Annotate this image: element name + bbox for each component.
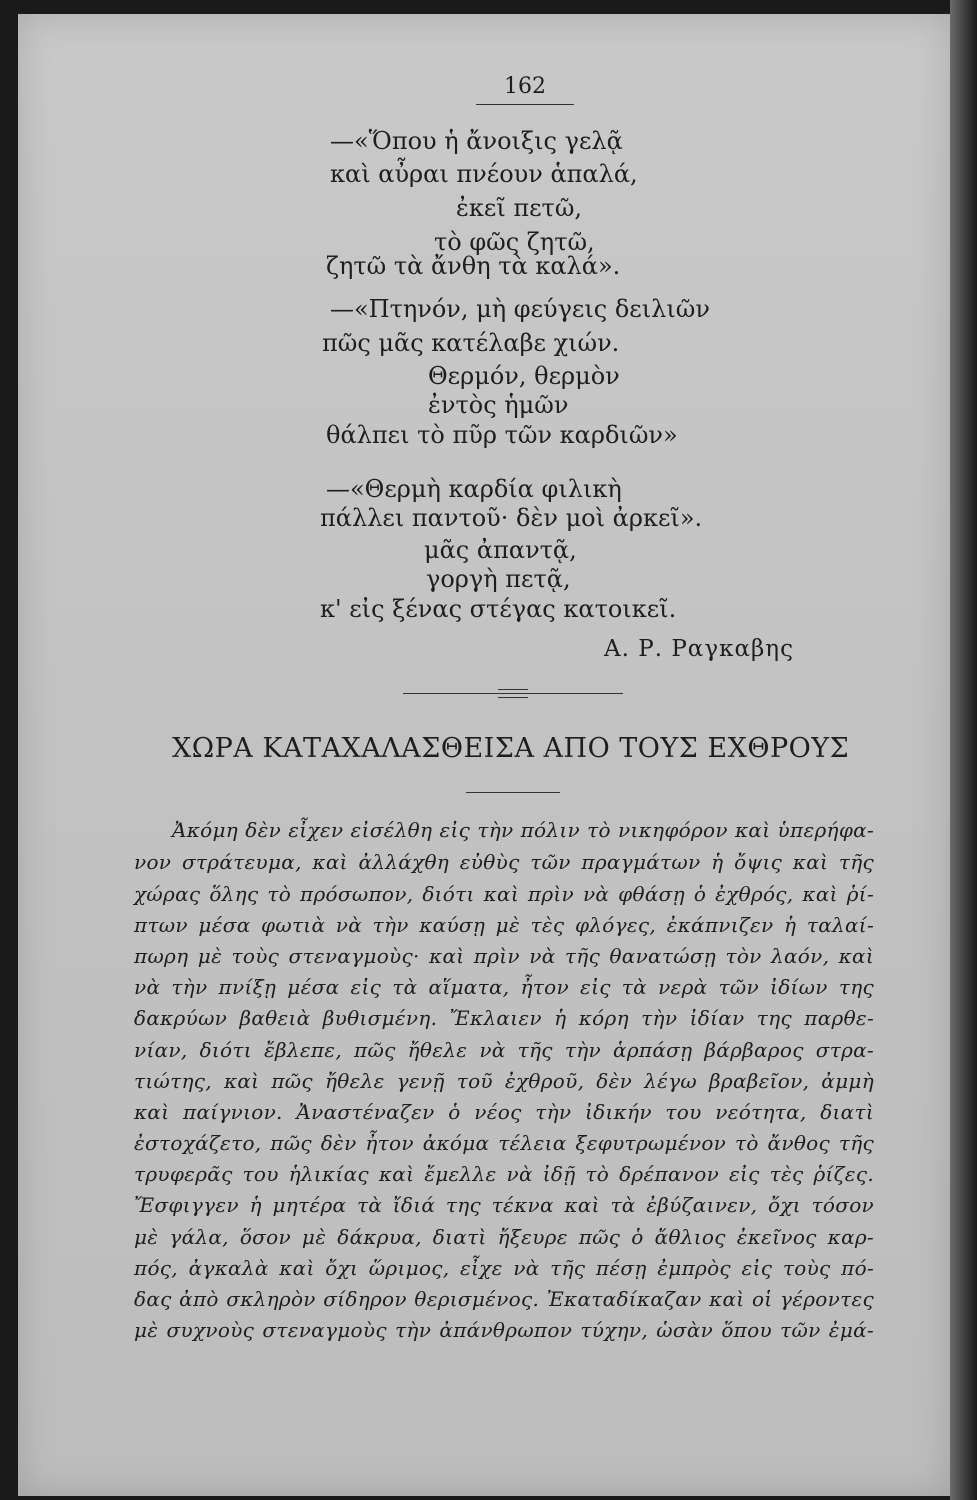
article-line: δας ἀπὸ σκληρὸν σίδηρον θερισμένος. Ἐκαταδίκαζαν καὶ οἱ γέροντες (134, 1287, 874, 1311)
poem-line: θάλπει τὸ πῦρ τῶν καρδιῶν» (326, 421, 678, 449)
article-line: χώρας ὅλης τὸ πρόσωπον, διότι καὶ πρὶν νὰ φθάσῃ ὁ ἐχθρός, καὶ ῥί- (134, 882, 874, 906)
article-line: νίαν, διότι ἔβλεπε, πῶς ἤθελε νὰ τῆς τὴν ἁρπάσῃ βάρβαρος στρα- (134, 1038, 874, 1062)
poem-line: ἐκεῖ πετῶ, (456, 194, 583, 222)
article-line: πός, ἀγκαλὰ καὶ ὄχι ὥριμος, εἶχε νὰ τῆς πέσῃ ἐμπρὸς εἰς τοὺς πό- (134, 1256, 874, 1280)
article-line: πτων μέσα φωτιὰ νὰ τὴν καύσῃ μὲ τὲς φλόγες, ἐκάπνιζεν ἡ ταλαί- (134, 913, 874, 937)
article-title: ΧΩΡΑ ΚΑΤΑΧΑΛΑΣΘΕΙΣΑ ΑΠΟ ΤΟΥΣ ΕΧΘΡΟΥΣ (172, 733, 850, 764)
poem-line: —«Θερμὴ καρδία φιλικὴ (326, 475, 622, 503)
article-line: ἐστοχάζετο, πῶς δὲν ἦτον ἀκόμα τέλεια ξεφυτρωμένον τὸ ἄνθος τῆς (134, 1131, 874, 1155)
article-line: καὶ παίγνιον. Ἀναστέναζεν ὁ νέος τὴν ἰδικήν του νεότητα, διατὶ (134, 1100, 874, 1124)
poem-line: πάλλει παντοῦ· δὲν μοὶ ἀρκεῖ». (320, 504, 703, 532)
section-divider-mark (498, 689, 528, 698)
poem-line: καὶ αὖραι πνέουν ἁπαλά, (330, 160, 638, 188)
poem-line: —«Ὅπου ἡ ἄνοιξις γελᾷ (330, 127, 623, 155)
poem-line: ζητῶ τὰ ἄνθη τὰ καλά». (326, 252, 621, 280)
poem-line: ἐντὸς ἡμῶν (428, 391, 569, 419)
page-number-rule (476, 104, 574, 105)
poem-line: πῶς μᾶς κατέλαβε χιών. (322, 329, 620, 357)
poem-line: Θερμόν, θερμὸν (428, 362, 620, 390)
article-line: Ἀκόμη δὲν εἶχεν εἰσέλθη εἰς τὴν πόλιν τὸ νικηφόρον καὶ ὑπερήφα- (172, 818, 874, 842)
poem-line: γοργὴ πετᾷ, (426, 565, 571, 593)
article-line: μὲ συχνοὺς στεναγμοὺς τὴν ἀπάνθρωπον τύχην, ὡσὰν ὅπου τῶν ἐμά- (134, 1318, 874, 1342)
article-line: τιώτης, καὶ πῶς ἤθελε γενῇ τοῦ ἐχθροῦ, δὲν λέγω βραβεῖον, ἀμμὴ (134, 1069, 874, 1093)
poem-signature: Α. Ρ. Ραγκαβης (604, 636, 794, 662)
article-line: τρυφερᾶς του ἡλικίας καὶ ἔμελλε νὰ ἰδῇ τὸ δρέπανον εἰς τὲς ῥίζες. (134, 1162, 874, 1186)
article-line: νον στράτευμα, καὶ ἀλλάχθη εὐθὺς τῶν πραγμάτων ἡ ὄψις καὶ τῆς (134, 850, 874, 874)
poem-line: κ' εἰς ξένας στέγας κατοικεῖ. (320, 595, 677, 623)
page-number: 162 (504, 74, 546, 99)
article-line: μὲ γάλα, ὅσον μὲ δάκρυα, διατὶ ἤξευρε πῶς ὁ ἄθλιος ἐκεῖνος καρ- (134, 1225, 874, 1249)
article-line: πωρη μὲ τοὺς στεναγμοὺς· καὶ πρὶν νὰ τῆς θανατώσῃ τὸν λαόν, καὶ (134, 944, 874, 968)
poem-line: τὸ φῶς ζητῶ, (434, 228, 595, 256)
article-line: νὰ τὴν πνίξῃ μέσα εἰς τὰ αἵματα, ἦτον εἰς τὰ νερὰ τῶν ἰδίων της (134, 975, 874, 999)
article-line: Ἔσφιγγεν ἡ μητέρα τὰ ἴδιά της τέκνα καὶ τὰ ἐβύζαινεν, ὄχι τόσον (134, 1193, 874, 1217)
poem-line: μᾶς ἀπαντᾷ, (424, 536, 577, 564)
article-line: δακρύων βαθειὰ βυθισμένη. Ἔκλαιεν ἡ κόρη τὴν ἰδίαν της παρθε- (134, 1006, 874, 1030)
article-title-rule (466, 792, 560, 793)
poem-line: —«Πτηνόν, μὴ φεύγεις δειλιῶν (330, 295, 710, 323)
